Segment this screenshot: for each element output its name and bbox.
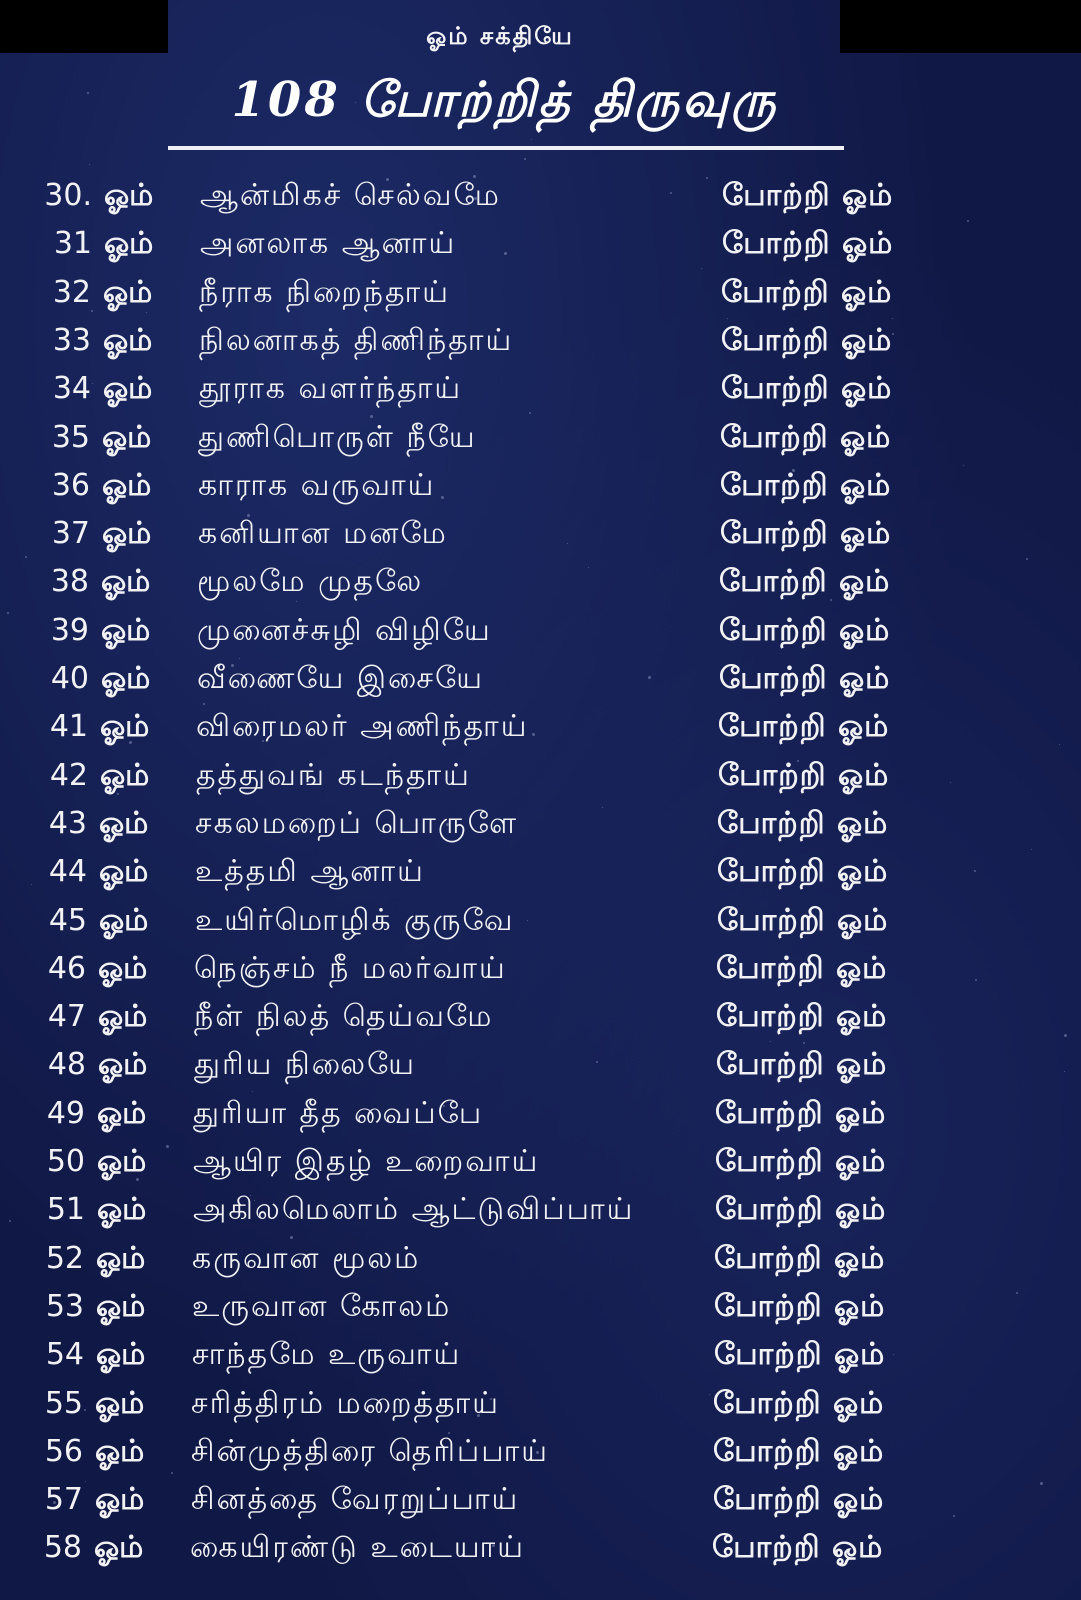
background-speck bbox=[231, 664, 234, 667]
item-number: 52 bbox=[45, 1240, 84, 1276]
item-name: காராக வருவாய் bbox=[198, 467, 436, 503]
item-potri: போற்றி ஓம் bbox=[715, 1192, 887, 1228]
background-speck bbox=[770, 1041, 771, 1042]
item-number: 50 bbox=[46, 1144, 85, 1179]
item-number: 39 bbox=[50, 612, 89, 648]
item-number: 58 bbox=[43, 1530, 82, 1566]
item-potri: போற்றி ஓம் bbox=[712, 1530, 884, 1566]
background-speck bbox=[91, 310, 93, 312]
item-name: ஆன்மிகச் செல்வமே bbox=[200, 178, 501, 213]
item-potri: போற்றி ஓம் bbox=[722, 226, 894, 262]
item-name: மூலமே முதலே bbox=[197, 564, 424, 600]
background-speck bbox=[830, 599, 832, 601]
item-om: ஓம் bbox=[97, 1095, 147, 1131]
item-om: ஓம் bbox=[98, 999, 148, 1035]
background-speck bbox=[146, 312, 147, 313]
item-name: நீராக நிறைந்தாய் bbox=[199, 274, 450, 310]
item-potri: போற்றி ஓம் bbox=[719, 612, 891, 648]
background-speck bbox=[254, 1200, 255, 1201]
item-name: சாந்தமே உருவாய் bbox=[192, 1337, 462, 1373]
item-om: ஓம் bbox=[102, 467, 152, 503]
item-om: ஓம் bbox=[94, 1530, 144, 1566]
background-speck bbox=[117, 793, 119, 795]
item-om: ஓம் bbox=[95, 1385, 145, 1421]
background-speck bbox=[893, 1354, 894, 1355]
item-potri: போற்றி ஓம் bbox=[714, 1240, 886, 1276]
item-om: ஓம் bbox=[101, 661, 151, 696]
item-om: ஓம் bbox=[103, 322, 153, 358]
item-potri: போற்றி ஓம் bbox=[721, 371, 893, 407]
list-item bbox=[0, 462, 1081, 510]
background-speck bbox=[536, 1451, 539, 1454]
background-speck bbox=[1016, 1292, 1018, 1294]
item-om: ஓம் bbox=[102, 419, 152, 455]
item-potri: போற்றி ஓம் bbox=[720, 419, 892, 455]
item-potri: போற்றி ஓம் bbox=[715, 1144, 887, 1179]
background-speck bbox=[504, 252, 507, 255]
list-item bbox=[0, 1138, 1081, 1186]
list-item bbox=[0, 1235, 1081, 1283]
background-speck bbox=[443, 1105, 445, 1107]
item-name: நீள் நிலத் தெய்வமே bbox=[194, 999, 494, 1035]
background-speck bbox=[171, 1472, 173, 1474]
background-speck bbox=[473, 175, 476, 178]
background-speck bbox=[9, 1220, 11, 1222]
item-potri: போற்றி ஓம் bbox=[721, 322, 893, 358]
background-speck bbox=[296, 601, 297, 602]
item-name: விரைமலர் அணிந்தாய் bbox=[196, 709, 529, 745]
item-name: ஆயிர இதழ் உறைவாய் bbox=[193, 1144, 540, 1179]
background-speck bbox=[778, 963, 781, 966]
item-number: 54 bbox=[45, 1337, 84, 1373]
item-potri: போற்றி ஓம் bbox=[717, 902, 889, 938]
background-speck bbox=[492, 1544, 495, 1547]
background-speck bbox=[92, 383, 93, 384]
background-speck bbox=[1026, 558, 1028, 560]
item-om: ஓம் bbox=[103, 371, 153, 407]
background-speck bbox=[129, 741, 132, 744]
background-speck bbox=[727, 318, 728, 319]
background-speck bbox=[1059, 744, 1060, 745]
item-om: ஓம் bbox=[99, 902, 149, 938]
list-item bbox=[0, 1041, 1081, 1089]
item-name: உத்தமி ஆனாய் bbox=[195, 854, 425, 890]
item-number: 30. bbox=[44, 178, 92, 213]
list-item bbox=[0, 1476, 1081, 1524]
item-name: கனியான மனமே bbox=[198, 516, 448, 552]
item-name: வீணையே இசையே bbox=[197, 661, 485, 696]
item-name: உருவான கோலம் bbox=[192, 1288, 452, 1324]
background-speck bbox=[596, 1061, 598, 1063]
item-potri: போற்றி ஓம் bbox=[718, 709, 890, 745]
background-speck bbox=[166, 1145, 169, 1148]
list-item bbox=[0, 703, 1081, 751]
background-speck bbox=[1064, 1034, 1067, 1037]
list-item bbox=[0, 1283, 1081, 1331]
item-number: 46 bbox=[47, 950, 86, 986]
background-speck bbox=[975, 979, 977, 981]
item-name: நெஞ்சம் நீ மலர்வாய் bbox=[194, 950, 507, 986]
item-om: ஓம் bbox=[103, 274, 153, 310]
background-speck bbox=[1040, 1482, 1043, 1485]
background-speck bbox=[794, 578, 797, 581]
item-name: துரியா தீத வைப்பே bbox=[193, 1095, 484, 1131]
item-number: 42 bbox=[49, 757, 88, 793]
background-speck bbox=[953, 1515, 955, 1517]
item-number: 48 bbox=[47, 1047, 86, 1083]
title-underline bbox=[168, 146, 844, 150]
item-om: ஓம் bbox=[97, 1144, 147, 1179]
item-number: 35 bbox=[51, 419, 90, 455]
list-item bbox=[0, 510, 1081, 558]
item-om: ஓம் bbox=[97, 1192, 147, 1228]
background-speck bbox=[602, 807, 603, 808]
background-speck bbox=[247, 514, 250, 517]
background-speck bbox=[386, 178, 389, 181]
list-item bbox=[0, 655, 1081, 703]
background-speck bbox=[706, 177, 708, 179]
background-speck bbox=[709, 1394, 710, 1395]
background-speck bbox=[484, 198, 485, 199]
item-number: 55 bbox=[44, 1385, 83, 1421]
item-number: 31 bbox=[53, 226, 92, 262]
list-item bbox=[0, 1331, 1081, 1379]
background-speck bbox=[239, 658, 240, 659]
item-potri: போற்றி ஓம் bbox=[716, 1047, 888, 1083]
background-speck bbox=[250, 1195, 251, 1196]
item-number: 40 bbox=[50, 661, 89, 696]
background-speck bbox=[87, 92, 89, 94]
background-speck bbox=[484, 734, 485, 735]
item-number: 44 bbox=[48, 854, 87, 890]
background-speck bbox=[1031, 849, 1032, 850]
item-name: தூராக வளர்ந்தாய் bbox=[199, 371, 463, 407]
list-item bbox=[0, 1428, 1081, 1476]
item-om: ஓம் bbox=[99, 854, 149, 890]
background-speck bbox=[531, 139, 532, 140]
item-number: 57 bbox=[44, 1482, 83, 1518]
item-potri: போற்றி ஓம் bbox=[722, 178, 894, 213]
list-item bbox=[0, 269, 1081, 317]
item-om: ஓம் bbox=[101, 564, 151, 600]
list-item bbox=[0, 558, 1081, 606]
background-speck bbox=[136, 1178, 139, 1181]
list-item bbox=[0, 1186, 1081, 1234]
background-speck bbox=[55, 626, 57, 628]
background-speck bbox=[326, 105, 328, 107]
background-speck bbox=[252, 1091, 253, 1092]
item-potri: போற்றி ஓம் bbox=[713, 1385, 885, 1421]
item-name: துரிய நிலையே bbox=[194, 1047, 417, 1083]
item-name: முனைச்சுழி விழியே bbox=[197, 612, 492, 648]
item-potri: போற்றி ஓம் bbox=[717, 805, 889, 841]
background-speck bbox=[355, 102, 356, 103]
background-speck bbox=[448, 1432, 450, 1434]
item-om: ஓம் bbox=[102, 516, 152, 552]
item-name: சினத்தை வேரறுப்பாய் bbox=[191, 1482, 520, 1518]
item-number: 47 bbox=[47, 999, 86, 1035]
background-speck bbox=[269, 677, 271, 679]
item-potri: போற்றி ஓம் bbox=[715, 1095, 887, 1131]
item-potri: போற்றி ஓம் bbox=[713, 1433, 885, 1469]
item-om: ஓம் bbox=[98, 950, 148, 986]
background-speck bbox=[797, 760, 799, 762]
item-number: 33 bbox=[52, 322, 91, 358]
item-name: கருவான மூலம் bbox=[192, 1240, 421, 1276]
item-number: 38 bbox=[50, 564, 89, 600]
background-speck bbox=[446, 823, 449, 826]
background-speck bbox=[290, 1236, 293, 1239]
item-om: ஓம் bbox=[96, 1288, 146, 1324]
background-speck bbox=[441, 496, 444, 499]
background-speck bbox=[477, 1414, 480, 1417]
item-number: 34 bbox=[52, 371, 91, 407]
item-om: ஓம் bbox=[95, 1433, 145, 1469]
background-speck bbox=[648, 676, 651, 679]
background-speck bbox=[524, 158, 526, 160]
background-speck bbox=[792, 469, 795, 472]
background-speck bbox=[203, 703, 205, 705]
item-om: ஓம் bbox=[99, 805, 149, 841]
background-speck bbox=[490, 1398, 492, 1400]
background-speck bbox=[892, 318, 893, 319]
background-speck bbox=[25, 556, 27, 558]
item-number: 36 bbox=[51, 467, 90, 503]
item-potri: போற்றி ஓம் bbox=[720, 516, 892, 552]
item-potri: போற்றி ஓம் bbox=[716, 950, 888, 986]
item-potri: போற்றி ஓம் bbox=[720, 467, 892, 503]
background-speck bbox=[950, 782, 951, 783]
background-speck bbox=[806, 1261, 808, 1263]
background-speck bbox=[892, 333, 894, 335]
item-potri: போற்றி ஓம் bbox=[717, 854, 889, 890]
background-speck bbox=[670, 192, 672, 194]
list-item bbox=[0, 317, 1081, 365]
item-name: தத்துவங் கடந்தாய் bbox=[196, 757, 471, 793]
background-speck bbox=[803, 1042, 805, 1044]
item-name: துணிபொருள் நீயே bbox=[198, 419, 477, 455]
list-item bbox=[0, 945, 1081, 993]
item-number: 32 bbox=[52, 274, 91, 310]
item-potri: போற்றி ஓம் bbox=[721, 274, 893, 310]
item-om: ஓம் bbox=[96, 1240, 146, 1276]
list-item bbox=[0, 172, 1081, 220]
background-speck bbox=[84, 1409, 86, 1411]
background-speck bbox=[1064, 1071, 1065, 1072]
item-om: ஓம் bbox=[95, 1482, 145, 1518]
list-item bbox=[0, 848, 1081, 896]
item-name: கையிரண்டு உடையாய் bbox=[190, 1530, 525, 1566]
item-number: 51 bbox=[46, 1192, 85, 1228]
item-potri: போற்றி ஓம் bbox=[713, 1482, 885, 1518]
background-speck bbox=[89, 164, 90, 165]
item-name: சரித்திரம் மறைத்தாய் bbox=[191, 1385, 500, 1421]
background-speck bbox=[472, 639, 474, 641]
background-speck bbox=[31, 884, 32, 885]
list-item bbox=[0, 1524, 1081, 1572]
list-item bbox=[0, 414, 1081, 462]
background-speck bbox=[129, 1439, 131, 1441]
list-item bbox=[0, 607, 1081, 655]
item-potri: போற்றி ஓம் bbox=[718, 757, 890, 793]
sup-title: ஓம் சக்தியே bbox=[426, 22, 574, 50]
background-speck bbox=[262, 740, 264, 742]
background-speck bbox=[53, 1501, 56, 1504]
background-speck bbox=[418, 342, 420, 344]
item-name: நிலனாகத் திணிந்தாய் bbox=[199, 322, 514, 358]
item-number: 37 bbox=[51, 516, 90, 552]
item-number: 53 bbox=[45, 1288, 84, 1324]
list-item bbox=[0, 1380, 1081, 1428]
background-speck bbox=[974, 870, 976, 872]
item-number: 41 bbox=[49, 709, 88, 745]
background-speck bbox=[529, 412, 531, 414]
item-om: ஓம் bbox=[100, 709, 150, 745]
item-om: ஓம் bbox=[104, 226, 154, 262]
list-item bbox=[0, 1090, 1081, 1138]
item-name: உயிர்மொழிக் குருவே bbox=[195, 902, 515, 938]
item-potri: போற்றி ஓம் bbox=[714, 1337, 886, 1373]
item-potri: போற்றி ஓம் bbox=[719, 564, 891, 600]
background-speck bbox=[588, 567, 589, 568]
item-name: சின்முத்திரை தெரிப்பாய் bbox=[191, 1433, 549, 1469]
background-speck bbox=[532, 733, 535, 736]
list-item bbox=[0, 752, 1081, 800]
item-name: அகிலமெலாம் ஆட்டுவிப்பாய் bbox=[193, 1192, 635, 1228]
page-title: 108 போற்றித் திருவுரு bbox=[231, 72, 779, 128]
item-number: 45 bbox=[48, 902, 87, 938]
background-speck bbox=[7, 612, 9, 614]
item-om: ஓம் bbox=[100, 757, 150, 793]
item-number: 43 bbox=[48, 805, 87, 841]
list-item bbox=[0, 365, 1081, 413]
background-speck bbox=[527, 920, 528, 921]
item-number: 49 bbox=[46, 1095, 85, 1131]
background-speck bbox=[370, 415, 373, 418]
background-speck bbox=[85, 1481, 86, 1482]
background-speck bbox=[722, 491, 723, 492]
item-om: ஓம் bbox=[101, 612, 151, 648]
background-speck bbox=[963, 465, 964, 466]
background-speck bbox=[474, 197, 477, 200]
list-item bbox=[0, 993, 1081, 1041]
background-speck bbox=[567, 543, 568, 544]
item-om: ஓம் bbox=[104, 178, 154, 213]
item-name: அனலாக ஆனாய் bbox=[200, 226, 457, 262]
item-name: சகலமறைப் பொருளே bbox=[195, 805, 519, 841]
item-potri: போற்றி ஓம் bbox=[716, 999, 888, 1035]
background-speck bbox=[967, 220, 969, 222]
item-potri: போற்றி ஓம் bbox=[719, 661, 891, 696]
list-item bbox=[0, 220, 1081, 268]
item-number: 56 bbox=[44, 1433, 83, 1469]
item-potri: போற்றி ஓம் bbox=[714, 1288, 886, 1324]
item-om: ஓம் bbox=[98, 1047, 148, 1083]
background-speck bbox=[701, 268, 702, 269]
item-om: ஓம் bbox=[96, 1337, 146, 1373]
list-item bbox=[0, 800, 1081, 848]
list-item bbox=[0, 897, 1081, 945]
background-speck bbox=[846, 1464, 848, 1466]
